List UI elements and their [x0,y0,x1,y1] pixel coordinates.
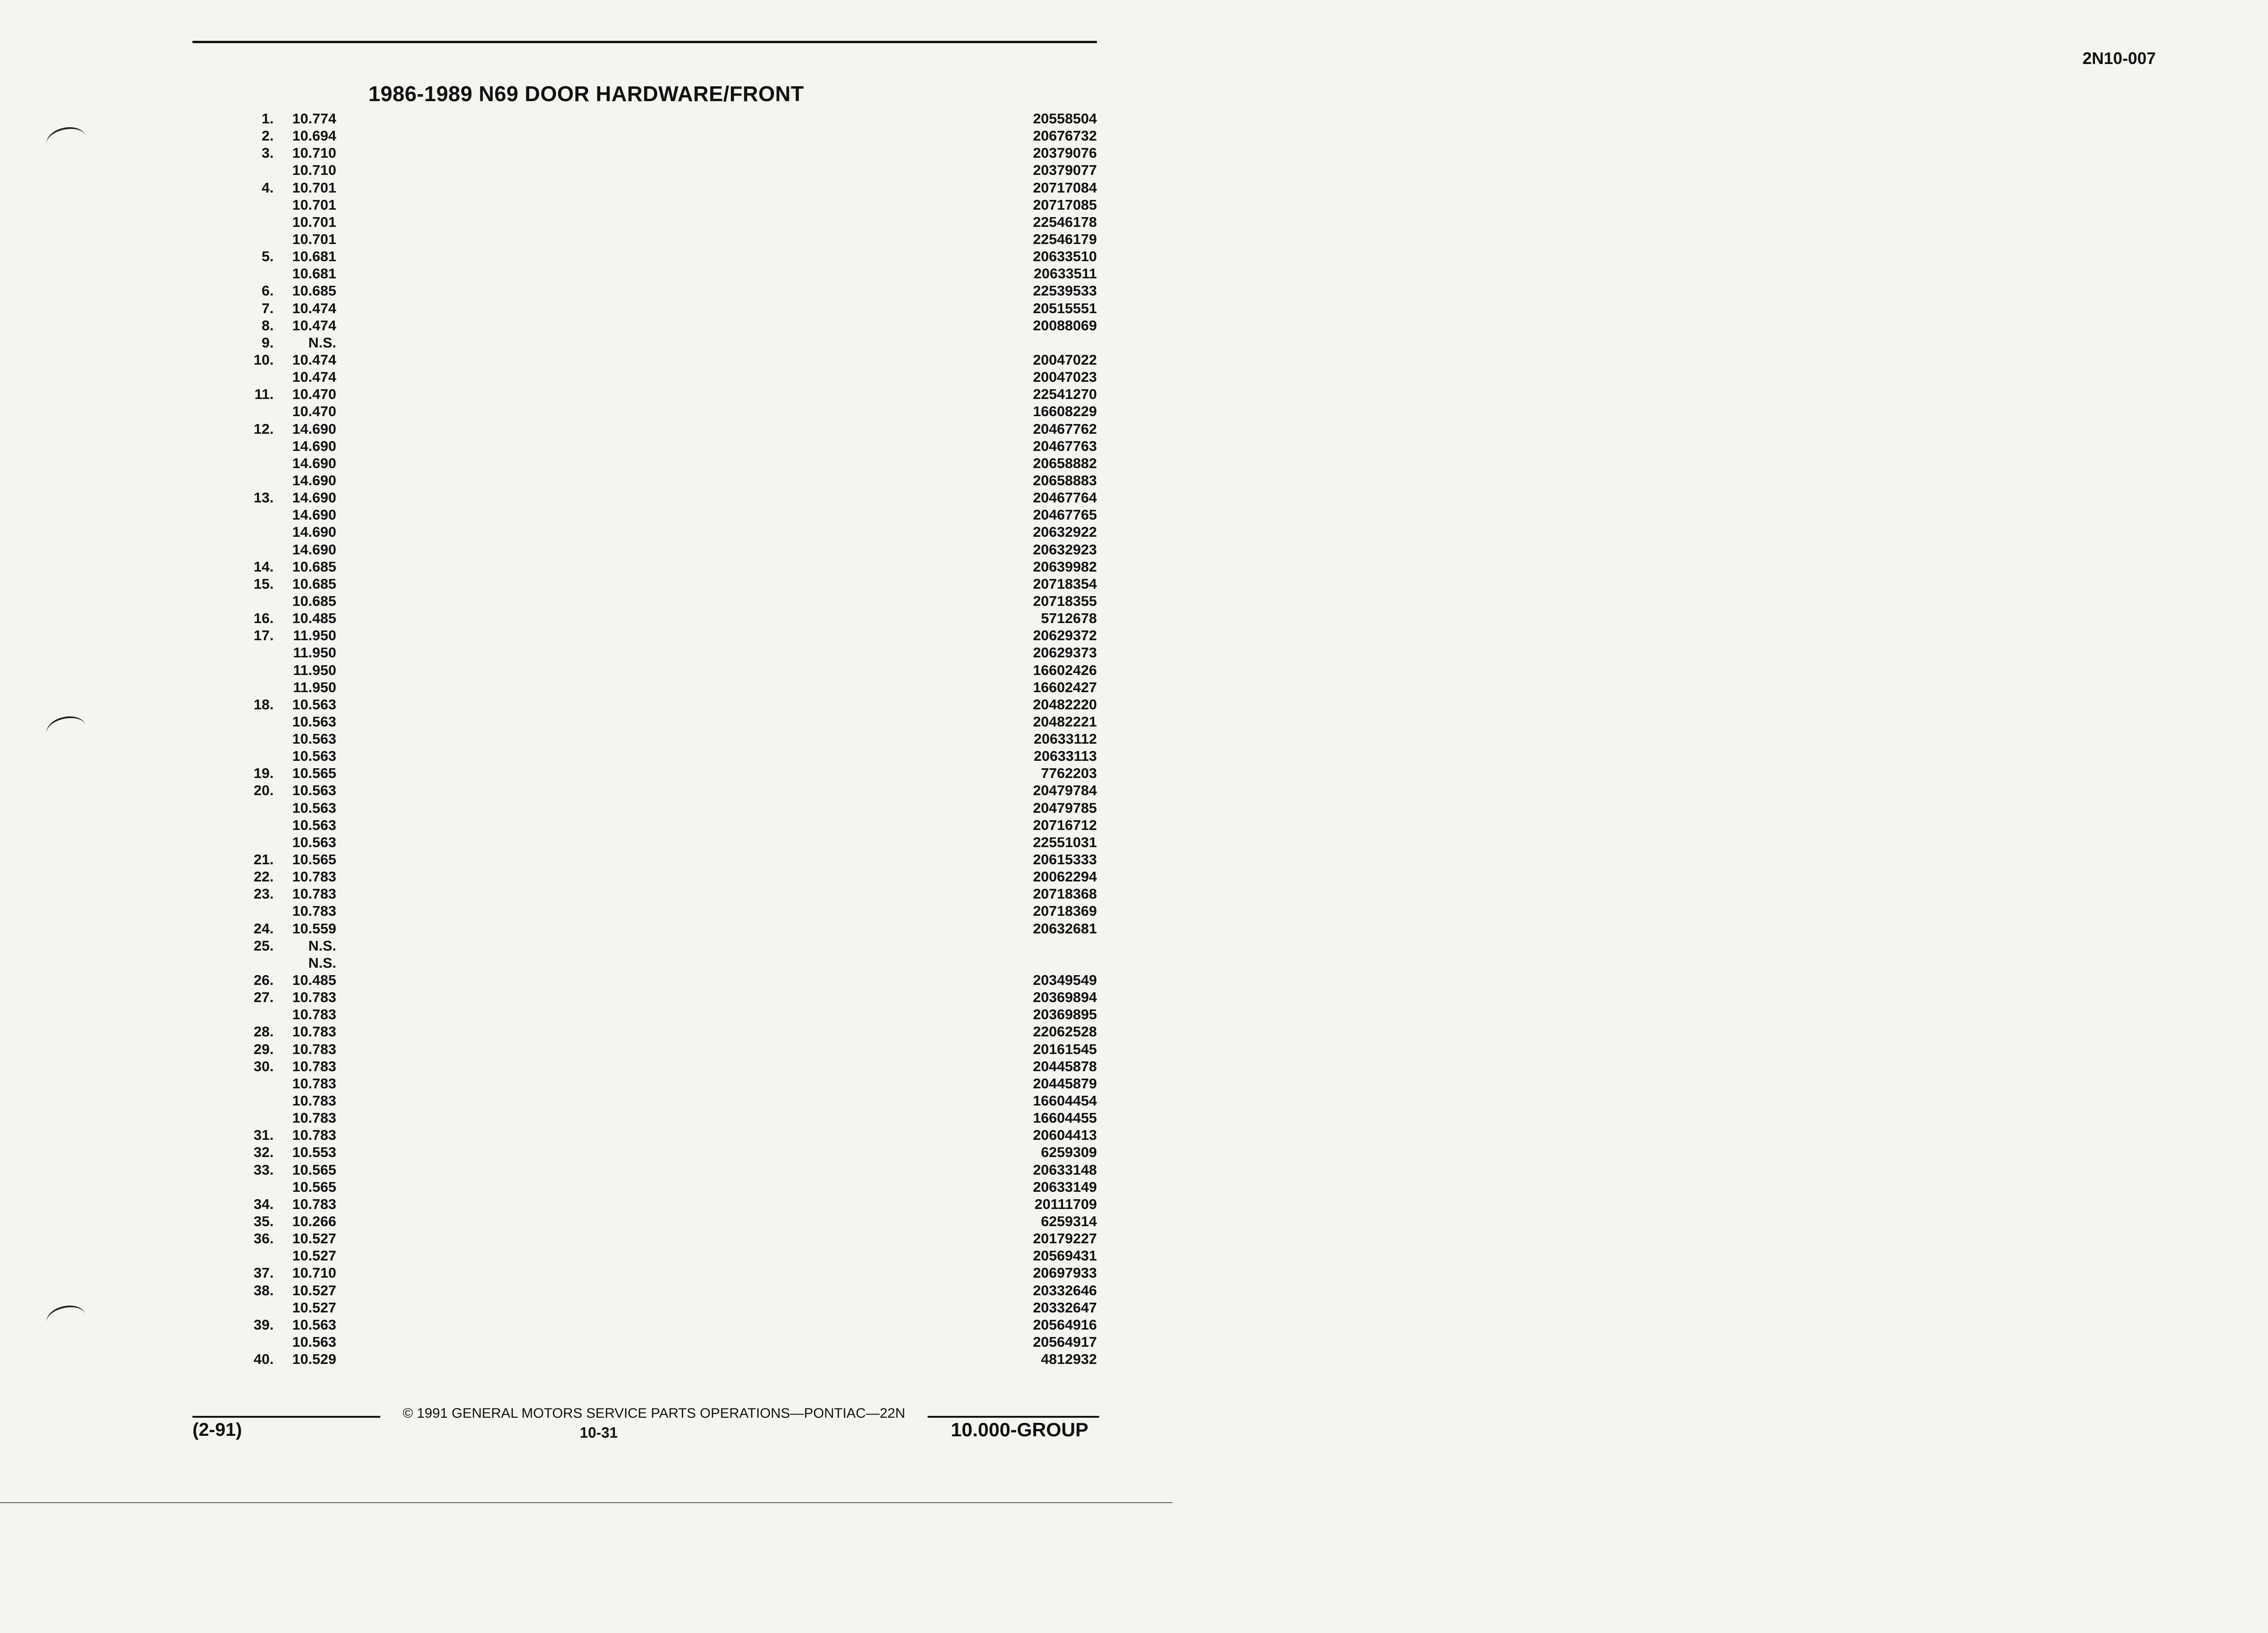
part-number: 20633510 [1033,248,1097,265]
footer-rule-right [928,1416,1099,1418]
item-number: 32. [253,1144,274,1161]
part-number: 20633149 [1033,1178,1097,1195]
group-number: 10.694 [292,128,336,144]
group-number: 10.470 [292,386,336,403]
item-number: 26. [253,972,274,989]
item-number: 8. [262,317,274,334]
item-number: 27. [253,989,274,1006]
parts-row [0,248,1172,265]
item-number: 16. [253,610,274,627]
part-number: 16604455 [1033,1110,1097,1126]
group-number: 10.774 [292,110,336,127]
item-number: 18. [253,696,274,713]
parts-row [0,213,1172,231]
parts-row [0,1282,1172,1299]
parts-row [0,368,1172,386]
parts-row [0,989,1172,1006]
part-number: 20369894 [1033,989,1097,1006]
item-number: 12. [253,420,274,437]
group-number: 10.563 [292,731,336,747]
group-number: 11.950 [293,662,336,678]
group-number: 10.783 [292,1058,336,1074]
part-number: 20479784 [1033,782,1097,799]
part-number: 6259309 [1041,1144,1097,1161]
parts-row [0,885,1172,902]
parts-row [0,765,1172,782]
parts-row [0,506,1172,523]
part-number: 20633148 [1033,1161,1097,1178]
part-number: 20467765 [1033,507,1097,523]
group-number: 10.783 [292,1075,336,1092]
group-number: 14.690 [292,420,336,437]
parts-row [0,868,1172,885]
item-number: 30. [253,1058,274,1074]
group-number: 10.783 [292,1023,336,1040]
page-code: 2N10-007 [2082,49,2156,68]
group-number: 10.783 [292,989,336,1006]
parts-row [0,834,1172,851]
item-number: 38. [253,1282,274,1299]
group-number: 10.710 [292,162,336,179]
group-number: 10.710 [292,1265,336,1281]
group-number: 10.783 [292,886,336,902]
parts-row [0,730,1172,747]
parts-row [0,403,1172,420]
group-number: 10.783 [292,1110,336,1126]
group-number: 10.701 [292,213,336,230]
part-number: 20564916 [1033,1316,1097,1333]
item-number: 24. [253,920,274,937]
part-number: 20047022 [1033,351,1097,368]
group-number: 10.783 [292,1196,336,1212]
group-number: N.S. [308,954,336,971]
item-number: 19. [253,765,274,782]
group-number: 10.563 [292,799,336,816]
part-number: 20658883 [1033,472,1097,489]
part-number: 20633511 [1033,265,1097,282]
parts-row [0,161,1172,179]
part-number: 5712678 [1041,610,1097,627]
group-number: 10.527 [292,1299,336,1316]
parts-row [0,196,1172,213]
footer-date: (2-91) [192,1420,242,1440]
part-number: 20062294 [1033,868,1097,885]
part-number: 20482220 [1033,696,1097,713]
part-number: 20629373 [1033,644,1097,661]
part-number: 16604454 [1033,1093,1097,1109]
part-number: 20632681 [1033,920,1097,937]
parts-row [0,144,1172,161]
group-number: 10.553 [292,1144,336,1161]
parts-row [0,1023,1172,1040]
group-number: 14.690 [292,541,336,558]
parts-row [0,679,1172,696]
parts-row [0,627,1172,644]
group-number: 11.950 [293,644,336,661]
item-number: 25. [253,937,274,954]
item-number: 28. [253,1023,274,1040]
group-number: 11.950 [293,627,336,644]
part-number: 20332647 [1033,1299,1097,1316]
parts-row [0,1126,1172,1144]
footer-group: 10.000-GROUP [951,1419,1089,1440]
group-number: 10.701 [292,179,336,196]
group-number: 10.527 [292,1282,336,1299]
item-number: 40. [253,1351,274,1368]
group-number: 10.563 [292,696,336,713]
part-number: 20718368 [1033,886,1097,902]
parts-row [0,696,1172,713]
parts-row [0,558,1172,575]
part-number: 20564917 [1033,1333,1097,1350]
part-number: 20332646 [1033,1282,1097,1299]
parts-row [0,713,1172,730]
group-number: 10.563 [292,748,336,765]
group-number: N.S. [308,937,336,954]
parts-row [0,971,1172,989]
group-number: 10.685 [292,283,336,299]
parts-row [0,1350,1172,1368]
group-number: 10.681 [292,248,336,265]
item-number: 23. [253,886,274,902]
parts-row [0,282,1172,299]
group-number: 10.783 [292,1093,336,1109]
part-number: 20569431 [1033,1247,1097,1264]
part-number: 20369895 [1033,1006,1097,1023]
parts-row [0,110,1172,127]
part-number: 20349549 [1033,972,1097,989]
group-number: 10.685 [292,575,336,592]
parts-row [0,816,1172,834]
group-number: 14.690 [292,437,336,454]
part-number: 20718355 [1033,592,1097,609]
parts-row [0,1144,1172,1161]
part-number: 20379076 [1033,145,1097,161]
parts-row [0,231,1172,248]
parts-row [0,610,1172,627]
parts-row [0,747,1172,765]
page-title: 1986-1989 N69 DOOR HARDWARE/FRONT [368,82,804,106]
parts-row [0,1092,1172,1109]
part-number: 22546179 [1033,231,1097,247]
parts-row [0,1196,1172,1213]
group-number: 10.783 [292,1006,336,1023]
part-number: 20445879 [1033,1075,1097,1092]
group-number: 10.565 [292,851,336,868]
group-number: 10.485 [292,610,336,627]
parts-row [0,265,1172,282]
part-number: 20633113 [1033,748,1097,765]
footer-copyright: © 1991 GENERAL MOTORS SERVICE PARTS OPERATIONS—PONTIAC—22N [403,1406,905,1421]
group-number: 10.527 [292,1247,336,1264]
part-number: 20111709 [1034,1196,1097,1212]
parts-row [0,782,1172,799]
item-number: 4. [262,179,274,196]
item-number: 1. [262,110,274,127]
group-number: 14.690 [292,489,336,506]
part-number: 20467762 [1033,420,1097,437]
parts-row [0,541,1172,558]
part-number: 20445878 [1033,1058,1097,1074]
parts-row [0,662,1172,679]
group-number: N.S. [308,334,336,351]
parts-row [0,1161,1172,1178]
part-number: 20088069 [1033,317,1097,334]
group-number: 10.783 [292,868,336,885]
group-number: 10.474 [292,317,336,334]
part-number: 4812932 [1041,1351,1097,1368]
part-number: 22551031 [1033,834,1097,850]
group-number: 10.485 [292,972,336,989]
part-number: 22546178 [1033,213,1097,230]
part-number: 20718369 [1033,903,1097,919]
item-number: 21. [253,851,274,868]
group-number: 10.563 [292,1316,336,1333]
parts-row [0,1230,1172,1247]
parts-row [0,1058,1172,1075]
group-number: 10.710 [292,145,336,161]
parts-row [0,937,1172,954]
group-number: 10.565 [292,765,336,782]
parts-row [0,455,1172,472]
part-number: 20629372 [1033,627,1097,644]
part-number: 20697933 [1033,1265,1097,1281]
item-number: 37. [253,1265,274,1281]
parts-row [0,1213,1172,1230]
group-number: 10.563 [292,713,336,730]
item-number: 14. [253,558,274,575]
part-number: 20632923 [1033,541,1097,558]
footer-page-number: 10-31 [580,1424,618,1441]
parts-row [0,954,1172,971]
parts-row [0,127,1172,144]
item-number: 33. [253,1161,274,1178]
item-number: 3. [262,145,274,161]
parts-row [0,1264,1172,1281]
parts-row [0,300,1172,317]
item-number: 39. [253,1316,274,1333]
parts-row [0,1109,1172,1126]
item-number: 17. [253,627,274,644]
part-number: 20639982 [1033,558,1097,575]
group-number: 10.527 [292,1230,336,1247]
parts-row [0,799,1172,816]
part-number: 20479785 [1033,799,1097,816]
parts-row [0,1333,1172,1350]
item-number: 7. [262,300,274,316]
parts-row [0,489,1172,506]
parts-list [0,110,1172,1368]
part-number: 22541270 [1033,386,1097,403]
item-number: 9. [262,334,274,351]
item-number: 11. [254,386,274,403]
group-number: 10.685 [292,592,336,609]
part-number: 20633112 [1033,731,1097,747]
parts-row [0,592,1172,610]
part-number: 20379077 [1033,162,1097,179]
part-number: 16608229 [1033,403,1097,420]
parts-row [0,1247,1172,1264]
item-number: 34. [253,1196,274,1212]
item-number: 35. [253,1213,274,1229]
part-number: 20467763 [1033,437,1097,454]
top-rule [192,41,1097,43]
parts-row [0,1316,1172,1333]
group-number: 10.266 [292,1213,336,1229]
part-number: 20179227 [1033,1230,1097,1247]
group-number: 10.474 [292,351,336,368]
group-number: 14.690 [292,455,336,471]
parts-row [0,334,1172,351]
part-number: 16602426 [1033,662,1097,678]
item-number: 2. [262,128,274,144]
item-number: 22. [253,868,274,885]
parts-row [0,644,1172,661]
part-number: 20515551 [1033,300,1097,316]
group-number: 10.565 [292,1178,336,1195]
part-number: 20632922 [1033,524,1097,540]
group-number: 14.690 [292,472,336,489]
part-number: 20161545 [1033,1041,1097,1057]
group-number: 10.529 [292,1351,336,1368]
item-number: 15. [253,575,274,592]
group-number: 10.474 [292,300,336,316]
item-number: 6. [262,283,274,299]
part-number: 20676732 [1033,128,1097,144]
group-number: 11.950 [293,679,336,695]
parts-row [0,1075,1172,1092]
parts-row [0,437,1172,455]
parts-row [0,920,1172,937]
item-number: 29. [253,1041,274,1057]
group-number: 10.783 [292,1041,336,1057]
item-number: 10. [253,351,274,368]
group-number: 14.690 [292,507,336,523]
part-number: 20615333 [1033,851,1097,868]
group-number: 10.565 [292,1161,336,1178]
parts-row [0,179,1172,196]
group-number: 10.783 [292,1127,336,1144]
part-number: 20604413 [1033,1127,1097,1144]
group-number: 10.685 [292,558,336,575]
part-number: 16602427 [1033,679,1097,695]
item-number: 20. [253,782,274,799]
parts-row [0,902,1172,919]
group-number: 10.559 [292,920,336,937]
parts-row [0,420,1172,437]
parts-row [0,317,1172,334]
part-number: 22062528 [1033,1023,1097,1040]
group-number: 10.563 [292,816,336,833]
parts-row [0,1006,1172,1023]
group-number: 10.563 [292,782,336,799]
group-number: 10.563 [292,834,336,850]
group-number: 10.701 [292,231,336,247]
part-number: 20047023 [1033,369,1097,386]
parts-row [0,1041,1172,1058]
parts-row [0,351,1172,368]
part-number: 6259314 [1041,1213,1097,1229]
parts-row [0,472,1172,489]
part-number: 20718354 [1033,575,1097,592]
item-number: 36. [253,1230,274,1247]
parts-row [0,575,1172,592]
footer-rule-left [192,1416,380,1418]
part-number: 22539533 [1033,283,1097,299]
part-number: 20558504 [1033,110,1097,127]
part-number: 20658882 [1033,455,1097,471]
parts-row [0,851,1172,868]
item-number: 13. [253,489,274,506]
item-number: 31. [253,1127,274,1144]
group-number: 10.783 [292,903,336,919]
parts-row [0,386,1172,403]
group-number: 10.681 [292,265,336,282]
group-number: 14.690 [292,524,336,540]
part-number: 20716712 [1033,816,1097,833]
part-number: 20467764 [1033,489,1097,506]
group-number: 10.474 [292,369,336,386]
part-number: 20717084 [1033,179,1097,196]
parts-row [0,1178,1172,1196]
part-number: 20717085 [1033,196,1097,213]
part-number: 7762203 [1041,765,1097,782]
part-number: 20482221 [1033,713,1097,730]
parts-row [0,1299,1172,1316]
bottom-rule [0,1502,1172,1503]
group-number: 10.470 [292,403,336,420]
group-number: 10.563 [292,1333,336,1350]
item-number: 5. [262,248,274,265]
parts-row [0,523,1172,540]
group-number: 10.701 [292,196,336,213]
